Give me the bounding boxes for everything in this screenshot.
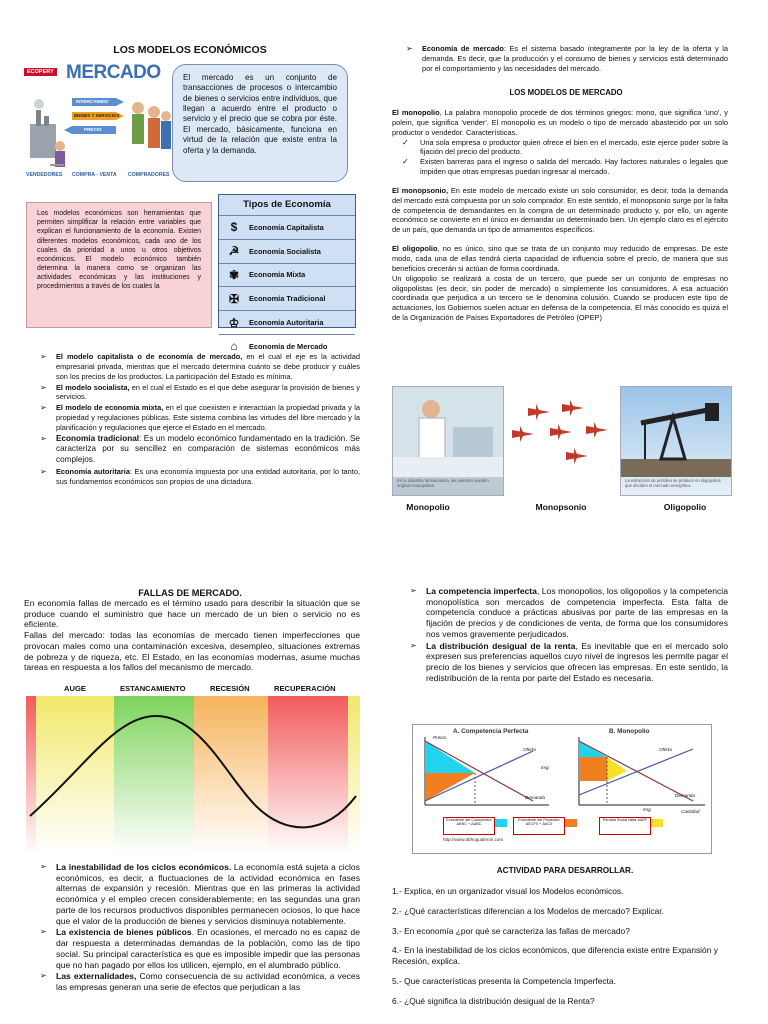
activity-title: ACTIVIDAD PARA DESARROLLAR.	[496, 866, 634, 875]
crown-icon: ♔	[228, 315, 240, 330]
tipo-row	[219, 263, 355, 287]
tipo-label: Economía Capitalista	[249, 222, 324, 232]
legend-swatch-cyan	[495, 819, 507, 827]
label-vendedores: VENDEDORES	[26, 172, 63, 178]
dollar-icon: $	[230, 220, 238, 235]
x-label: Cantidad	[681, 809, 700, 814]
mercado-bullet	[404, 44, 728, 75]
tipos-heading: Tipos de Economía	[243, 199, 331, 210]
monopolio-checks	[392, 138, 728, 177]
tipo-row	[219, 215, 355, 239]
flower-icon: ✾	[228, 267, 240, 282]
caption-oligopolio: Oligopolio	[663, 502, 707, 512]
photo-monopsonio	[506, 386, 616, 494]
list-item: ➢ Las externalidades, Como consecuencia de su actividad económica, a veces las empresas generan una serie de efectos que perjudican a las	[38, 971, 360, 992]
fallas-bullets	[38, 862, 360, 994]
fallas-intro	[24, 598, 360, 673]
modelos-mercado-subtitle: LOS MODELOS DE MERCADO	[509, 88, 623, 97]
list-item: ➢ La existencia de bienes públicos. En ocasiones, el mercado no es capaz de dar respuesta a determinadas demandas de la población, como las de tipo social. Su principal característica es que es imposible impedir que las personas que no han pagado por ellos los utilicen, ejemplo, en el alumbrado público.	[38, 927, 360, 970]
diagram-url: http://www.abhugualmon.com	[443, 837, 504, 842]
modelos-bullets	[38, 352, 360, 487]
tipo-label: Economía Autoritaria	[249, 318, 324, 328]
list-item: ✓ Una sola empresa o productor quien ofrece el bien en el mercado, este ejerce poder sobre la fijación del precio del producto.	[392, 138, 728, 158]
activity-item: 3.- En economía ¿por qué se caracteriza las fallas de mercado?	[392, 925, 630, 936]
list-item: ➢ La distribución desigual de la renta, Es inevitable que en el mercado solo expresen sus preferencias aquellos cuyo nivel de ingresos les permite pagar el precio de los bienes y servicios que ofrecen las empresas. En este sentido, la redistribución de la renta por parte del Estado es necesaria.	[408, 641, 728, 684]
monopsonio-paragraph: El monopsonio, En este modelo de mercado existe un solo consumidor, es decir, toda la demanda del mercado está compuesta por un solo comprador. En este sentido, el monopsonio surge por la falta de competencia de demandantes en la compra de un determinado producto y, por ello, un agente económico se convierte en el único en demandar un determinado bien. Un ejemplo claro es el ejército de un país, que demanda un tipo de armamentos específicos.	[392, 185, 728, 235]
oligopolio-paragraph: El oligopolio, no es único, sino que se trata de un conjunto muy reducido de empresas. De este modo, cada una de ellas tendrá cierta capacidad de influencia sobre el precio, de manera que sus beneficios crecerán si actúan de forma coordinada.	[392, 244, 728, 273]
oferta-label-b: Oferta	[659, 747, 672, 752]
tipo-label: Economía Mixta	[249, 270, 306, 280]
label-compra-venta: COMPRA - VENTA	[72, 172, 117, 178]
cycle-chart	[26, 696, 360, 854]
demanda-label-b: Demanda	[675, 793, 695, 798]
cycle-label-estancamiento: ESTANCAMIENTO	[120, 684, 186, 693]
fighter-jets-image	[506, 386, 616, 494]
fallas-title: FALLAS DE MERCADO.	[138, 588, 242, 598]
cycle-label-recuperacion: RECUPERACIÓN	[274, 684, 336, 693]
modelos-intro: Los modelos económicos son herramientas que permiten simplificar la relación entre variables que explican el funcionamiento de la economía. Existen diferentes modelos económicos, cada uno de los cuales da prioridad a unos u otros objetivos económicos. El modelo económico también determina la manera como se organizan las actividades económicas y las instituciones y procedimientos a través de los cuales la	[37, 210, 201, 291]
photo-caption-right: La extracción de petróleo se produce en oligopolios que deciden el mercado energético.	[625, 478, 721, 488]
tipo-label: Economía Socialista	[249, 246, 321, 256]
caption-monopsonio: Monopsonio	[535, 502, 587, 512]
list-item: ➢ El modelo socialista, en el cual el Estado es el que debe asegurar la provisión de bienes y servicios.	[38, 383, 360, 403]
list-item: ➢ El modelo de economía mixta, en el que coexisten e interactúan la propiedad privada y la propiedad y regulaciones públicas. Este sistema combina las virtudes del libre mercado y la planificación y regulaciones que ejerce el Estado en el mercado.	[38, 403, 360, 433]
legend-perdida: Pérdida Social Neta ΔAEF	[599, 817, 651, 835]
img-label-a: Img	[541, 765, 549, 770]
list-item: ✓ Existen barreras para el ingreso o salida del mercado. Hay factores naturales o legales que impiden que otras empresas puedan ingresar al mercado.	[392, 157, 728, 177]
photo-caption-left: En la industria farmacéutica, las patentes pueden originar monopolios.	[397, 478, 489, 488]
label-compradores: COMPRADORES	[128, 172, 170, 178]
lab-scientist-image	[393, 387, 503, 477]
list-item: ➢ Economía autoritaria: Es una economía impuesta por una entidad autoritaria, por lo tanto, sus fundamentos económicos son propios de una dictadura.	[38, 467, 360, 487]
list-item: ➢ La competencia imperfecta, Los monopolios, los oligopolios y la competencia monopolística son mercados de competencia imperfecta. Esta falta de competencia conduce a prácticas abusivas por parte de las empresas en la fijación de precios y de condiciones de venta, de forma que los consumidores nos vemos gravemente perjudicados.	[408, 586, 728, 640]
mercado-definition-box	[172, 64, 348, 182]
activity-item: 2.- ¿Qué características diferencian a los Modelos de mercado? Explicar.	[392, 905, 664, 916]
list-item: ➢ El modelo capitalista o de economía de mercado, en el cual el eje es la actividad empresarial privada, mientras que el mercado determina cuánto se debe producir y cuáles son los precios de los productos. La participación del Estado es mínima.	[38, 352, 360, 382]
photo-monopolio	[392, 386, 504, 496]
economic-cycle-diagram	[26, 684, 360, 854]
activity-item: 4.- En la inestabilidad de los ciclos económicos, que diferencia existe entre Expansión y Recesión, explica.	[392, 945, 718, 966]
label-intercambio: INTERCAMBIO	[76, 99, 109, 104]
activity-item: 6.- ¿Qué significa la distribución desigual de la Renta?	[392, 995, 595, 1006]
photo-oligopolio	[620, 386, 732, 496]
fallas-intro-1: En economía fallas de mercado es el término usado para describir la situación que se produce cuando el suministro que hace un mercado de un bien o servicio no es eficiente.	[24, 598, 360, 630]
list-item: ➢ La inestabilidad de los ciclos económicos. La economía está sujeta a ciclos económicos, es decir, a fluctuaciones de la actividad económica en fases alternas de expansión y recesión. Mientras que en las primeras la actividad económica y el empleo crecen considerablemente; en las segundas una gran parte de los recursos productivos disponibles permanecen ociosos, lo que hace que el valor de la producción de bienes y servicios disminuya notablemente.	[38, 862, 360, 926]
diagram-title-b: B. Monopolio	[609, 728, 650, 735]
oferta-label-a: Oferta	[523, 747, 536, 752]
demanda-label-a: Demanda	[525, 795, 545, 800]
label-precio: PRECIO	[84, 127, 102, 132]
oil-pump-image	[621, 387, 731, 477]
fallas-intro-2: Fallas del mercado: todas las economías de mercado tienen imperfecciones que provocan males como una contaminación excesiva, desempleo, situaciones extremas de pobreza y de riqueza, etc. El Estado, en las economías modernas, asume muchas tareas en respuesta a los fallos del mecanismo de mercado.	[24, 630, 360, 673]
activity-item: 1.- Explica, en un organizador visual los Modelos económicos.	[392, 886, 624, 896]
img-label-b: Img	[643, 807, 651, 812]
list-item: ➢ Economía de mercado: Es el sistema basado íntegramente por la ley de la oferta y la demanda. Es decir, que la producción y el consumo de bienes y servicios está determinado por el comportamiento y las necesidades del mercado.	[404, 44, 728, 74]
mercado-word: MERCADO	[66, 62, 161, 83]
modelos-intro-box	[26, 202, 212, 328]
oligopolio-paragraph-2: Un oligopolio se realizará a costa de un tercero, que puede ser un conjunto de empresas no oligopolistas (es decir, sin poder de mercado) o simplemente los consumidores. A esa actuación coordinada que perjudica a un tercero se le denomina colusión. Cuando se producen este tipo de actuaciones, los Gobiernos suelen actuar en defensa de la competencia. El más conocido es quizá el de la Organización de Países Exportadores de Petróleo (OPEP)	[392, 273, 728, 323]
cycle-labels	[26, 684, 360, 696]
cycle-label-recesion: RECESIÓN	[210, 684, 250, 693]
mercado-graphic	[24, 62, 174, 184]
activity-list	[392, 886, 728, 1015]
caption-monopolio: Monopolio	[406, 502, 450, 512]
diagram-title-a: A. Competencia Perfecta	[453, 728, 529, 735]
tipo-label: Economía de Mercado	[249, 341, 328, 351]
mercado-definition: El mercado es un conjunto de transacciones de procesos o intercambio de bienes o servicios entre individuos, que llegan a acuerdo entre el producto o servicio y el precio que se cobra por éste. El mercado, básicamente, funciona en virtud de la relación que existe entra la oferta y la demanda.	[183, 73, 337, 155]
cross-icon: ✠	[228, 291, 240, 306]
legend-productor: Excedente del Productor ΔECF0 + ΔAC0	[513, 817, 565, 835]
legend-consumidor: Excedente del Consumidor ΔEBC + ΔABC	[443, 817, 495, 835]
legend-swatch-orange	[565, 819, 577, 827]
y-label-a: Precio	[433, 735, 447, 740]
hammer-sickle-icon: ☭	[228, 244, 240, 259]
list-item: ➢ Economía tradicional: Es un modelo económico fundamentado en la tradición. Se caracteriza por su sencillez en comparación de sistemas económicos más complejos.	[38, 434, 360, 466]
competition-diagram	[412, 724, 712, 854]
monopolio-block	[392, 108, 728, 323]
label-bienes: BIENES Y SERVICIOS	[74, 113, 120, 118]
tipos-economia-box	[218, 194, 356, 354]
tipo-row	[219, 239, 355, 263]
tipo-row	[219, 286, 355, 310]
cycle-label-auge: AUGE	[64, 684, 86, 693]
tipo-label: Economía Tradicional	[249, 294, 326, 304]
page-title-modelos: LOS MODELOS ECONÓMICOS	[113, 44, 267, 56]
ecopery-logo: ECOPERY	[24, 68, 57, 76]
competencia-bullets	[408, 586, 728, 685]
activity-item: 5.- Que características presenta la Competencia Imperfecta.	[392, 975, 616, 986]
tipo-row	[219, 310, 355, 334]
monopolio-paragraph: El monopolio, La palabra monopolio procede de dos términos griegos: mono, que significa 'uno', y polein, que significa 'vender'. El monopolio es un modelo o tipo de mercado abastecido por un solo productor o vendedor. Características.	[392, 108, 728, 137]
building-icon: ⌂	[230, 339, 238, 354]
legend-swatch-yellow	[651, 819, 663, 827]
